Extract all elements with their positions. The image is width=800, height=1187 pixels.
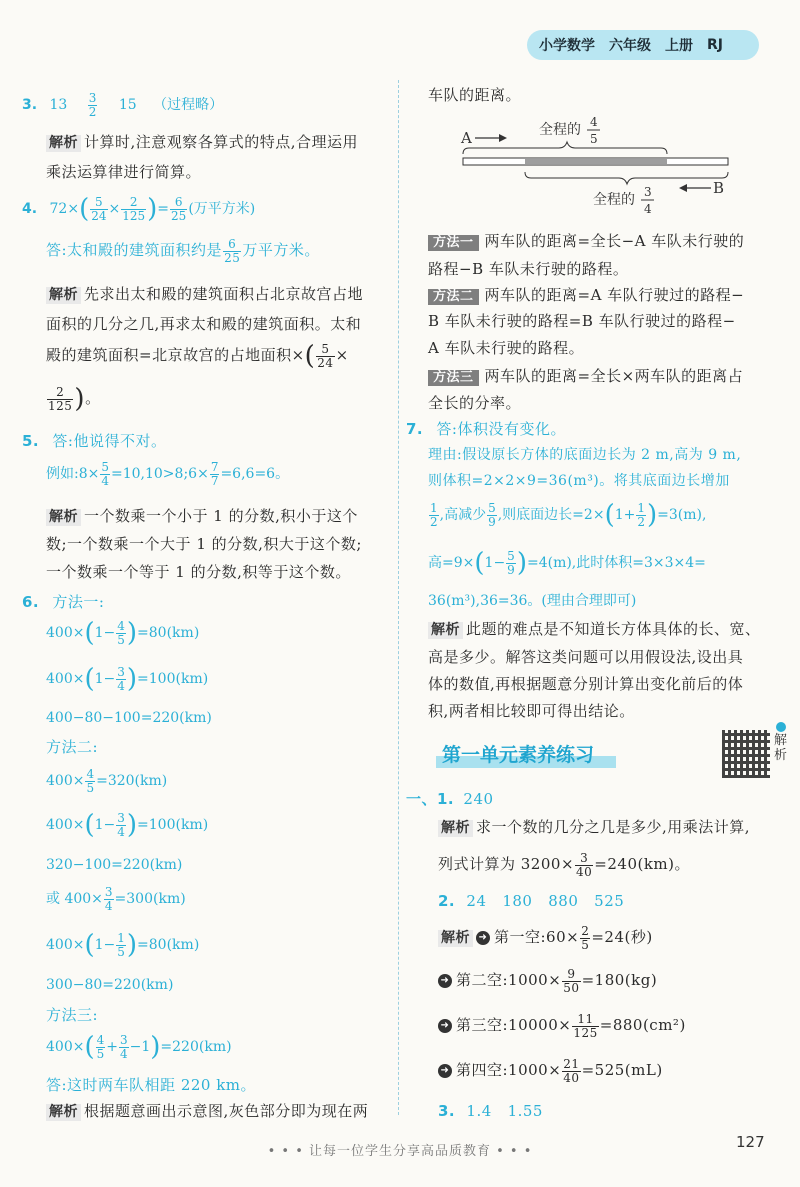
method3-l2: 全长的分率。 xyxy=(428,394,522,412)
q6-line8: 400×(1− $\frac{1}{5}$ )=80(km) xyxy=(46,930,200,961)
q5-example: 例如:8× $\frac{5}{4}$ =10,10>8;6× $\frac{7}{7}$ =6,6=6。 xyxy=(46,460,290,488)
method2-l1: 方法二 两车队的距离=A 车队行驶过的路程− xyxy=(428,286,744,305)
method2-l2: B 车队未行驶的路程=B 车队行驶过的路程− xyxy=(428,312,736,330)
q4-formula: 4. 72×( $\frac{5}{24}$ × $\frac{2}{125}$ )= $\frac{6}{25}$ (万平方米) xyxy=(22,194,256,225)
s2-analysis-3: ➜ 第三空:10000× $\frac{11}{125}$ =880(cm²) xyxy=(438,1013,686,1039)
q3-fraction: $\frac{3}{2}$ xyxy=(88,91,97,119)
q7-analysis-l2: 高是多少。解答这类问题可以用假设法,设出具 xyxy=(428,648,744,666)
distance-diagram xyxy=(455,112,745,224)
s2-analysis-2: ➜ 第二空:1000× $\frac{9}{50}$ =180(kg) xyxy=(438,968,657,994)
q7-l4: 高=9×(1− $\frac{5}{9}$ )=4(m),此时体积=3×3×4= xyxy=(428,548,706,579)
q3-answer: 3. 13 $\frac{3}{2}$ 15 （过程略） xyxy=(22,91,224,119)
q3-analysis-l2: 乘法运算律进行简算。 xyxy=(46,163,202,181)
s2-answer: 2. 24 180 880 525 xyxy=(438,892,625,910)
analysis-tag: 解析 xyxy=(438,820,473,837)
header-banner xyxy=(527,30,759,60)
q5-answer: 5. 答:他说得不对。 xyxy=(22,432,167,450)
arrow-right-icon: ➜ xyxy=(476,931,490,945)
road-gap xyxy=(525,159,667,164)
method3-l1: 方法三 两车队的距离=全长×两车队的距离占 xyxy=(428,367,743,386)
q4-analysis-l4: $\frac{2}{125}$ )。 xyxy=(48,384,101,415)
footer-slogan: • • • 让每一位学生分享高品质教育 • • • xyxy=(267,1144,533,1159)
q6-line7: 或 400× $\frac{3}{4}$ =300(km) xyxy=(46,885,186,913)
play-icon[interactable] xyxy=(776,722,786,732)
q6-line4: 400× $\frac{4}{5}$ =320(km) xyxy=(46,767,168,795)
page-number: 127 xyxy=(736,1133,765,1151)
label-bottom: 全程的 xyxy=(593,192,635,208)
q5-analysis-l2: 数;一个数乘一个大于 1 的分数,积大于这个数; xyxy=(46,535,362,553)
label-b: B xyxy=(713,179,725,197)
q7-l1: 理由:假设原长方体的底面边长为 2 m,高为 9 m, xyxy=(428,447,742,463)
s1-analysis-l1: 解析 求一个数的几分之几是多少,用乘法计算, xyxy=(438,818,750,837)
qr-label: 解析 xyxy=(774,733,788,763)
q6-method3: 方法三: xyxy=(46,1006,99,1024)
label-a: A xyxy=(461,129,472,147)
analysis-tag: 解析 xyxy=(46,287,81,304)
arrow-b-head xyxy=(679,184,687,192)
label-bottom-den: 4 xyxy=(644,202,652,216)
header-edition: RJ xyxy=(707,37,723,53)
header-grade: 六年级 xyxy=(609,38,651,54)
method1-l2: 路程−B 车队未行驶的路程。 xyxy=(428,260,629,278)
q7-l2: 则体积=2×2×9=36(m³)。将其底面边长增加 xyxy=(428,473,730,489)
q6-line2: 400×(1− $\frac{3}{4}$ )=100(km) xyxy=(46,664,209,695)
method-tag: 方法二 xyxy=(428,289,479,305)
q6-method1: 6. 方法一: xyxy=(22,593,105,611)
analysis-tag: 解析 xyxy=(428,622,463,639)
arrow-right-icon: ➜ xyxy=(438,1019,452,1033)
q4-analysis-l1: 解析 先求出太和殿的建筑面积占北京故宫占地 xyxy=(46,285,363,304)
q3-analysis: 解析 计算时,注意观察各算式的特点,合理运用 xyxy=(46,133,358,152)
q4-analysis-l3: 殿的建筑面积=北京故宫的占地面积×( $\frac{5}{24}$ × xyxy=(46,341,349,372)
s1-answer: 一、1. 240 xyxy=(406,790,494,808)
q7-l5: 36(m³),36=36。(理由合理即可) xyxy=(428,593,637,609)
brace-bottom xyxy=(525,172,728,184)
analysis-tag: 解析 xyxy=(46,1104,81,1121)
q6-line5: 400×(1− $\frac{3}{4}$ )=100(km) xyxy=(46,810,209,841)
q5-analysis-l3: 一个数乘一个等于 1 的分数,积等于这个数。 xyxy=(46,563,351,581)
q6-method2: 方法二: xyxy=(46,738,99,756)
q6-line9: 300−80=220(km) xyxy=(46,977,174,993)
analysis-tag: 解析 xyxy=(46,509,81,526)
arrow-right-icon: ➜ xyxy=(438,974,452,988)
q4-answer: 答:太和殿的建筑面积约是 $\frac{6}{25}$ 万平方米。 xyxy=(46,237,320,265)
label-bottom-num: 3 xyxy=(644,185,652,199)
q6-line3: 400−80−100=220(km) xyxy=(46,710,212,726)
q7-analysis-l1: 解析 此题的难点是不知道长方体具体的长、宽、 xyxy=(428,620,761,639)
q7-analysis-l3: 体的数值,再根据题意分别计算出变化前后的体 xyxy=(428,675,744,693)
q7-l3: $\frac{1}{2}$ ,高减少 $\frac{5}{9}$ ,则底面边长=2×(1+ $\frac{1}{2}$ )=3(m), xyxy=(430,500,707,531)
unit-title xyxy=(436,738,616,770)
q7-answer: 7. 答:体积没有变化。 xyxy=(406,420,566,438)
s3-answer: 3. 1.4 1.55 xyxy=(438,1102,543,1120)
s2-analysis-1: 解析 ➜ 第一空:60× $\frac{2}{5}$ =24(秒) xyxy=(438,925,653,951)
method-tag: 方法三 xyxy=(428,370,479,386)
q6-line10: 400×( $\frac{4}{5}$ + $\frac{3}{4}$ −1)=220(km) xyxy=(46,1032,232,1063)
column-divider xyxy=(398,80,399,1115)
s2-analysis-4: ➜ 第四空:1000× $\frac{21}{40}$ =525(mL) xyxy=(438,1058,663,1084)
qr-code-icon[interactable] xyxy=(722,730,770,778)
method2-l3: A 车队未行驶的路程。 xyxy=(428,339,585,357)
method1-l1: 方法一 两车队的距离=全长−A 车队未行驶的 xyxy=(428,232,744,251)
label-top-den: 5 xyxy=(590,132,598,146)
header-volume: 上册 xyxy=(665,38,693,54)
q7-analysis-l4: 积,两者相比较即可得出结论。 xyxy=(428,702,635,720)
q6-analysis: 解析 根据题意画出示意图,灰色部分即为现在两 xyxy=(46,1102,368,1121)
q6-analysis-continued: 车队的距离。 xyxy=(428,86,522,104)
q6-answer: 答:这时两车队相距 220 km。 xyxy=(46,1076,257,1094)
method-tag: 方法一 xyxy=(428,235,479,251)
header-subject: 小学数学 xyxy=(539,38,595,54)
label-top: 全程的 xyxy=(539,122,581,138)
q4-analysis-l2: 面积的几分之几,再求太和殿的建筑面积。太和 xyxy=(46,315,362,333)
brace-top xyxy=(463,142,667,154)
analysis-tag: 解析 xyxy=(438,930,473,947)
q5-analysis-l1: 解析 一个数乘一个小于 1 的分数,积小于这个 xyxy=(46,507,358,526)
q6-line6: 320−100=220(km) xyxy=(46,857,183,873)
s1-analysis-l2: 列式计算为 3200× $\frac{3}{40}$ =240(km)。 xyxy=(438,851,691,879)
arrow-right-icon: ➜ xyxy=(438,1064,452,1078)
q6-line1: 400×(1− $\frac{4}{5}$ )=80(km) xyxy=(46,618,200,649)
unit-title-text: 第一单元素养练习 xyxy=(442,744,595,766)
label-top-num: 4 xyxy=(590,115,598,129)
arrow-a-head xyxy=(499,134,507,142)
analysis-tag: 解析 xyxy=(46,135,81,152)
